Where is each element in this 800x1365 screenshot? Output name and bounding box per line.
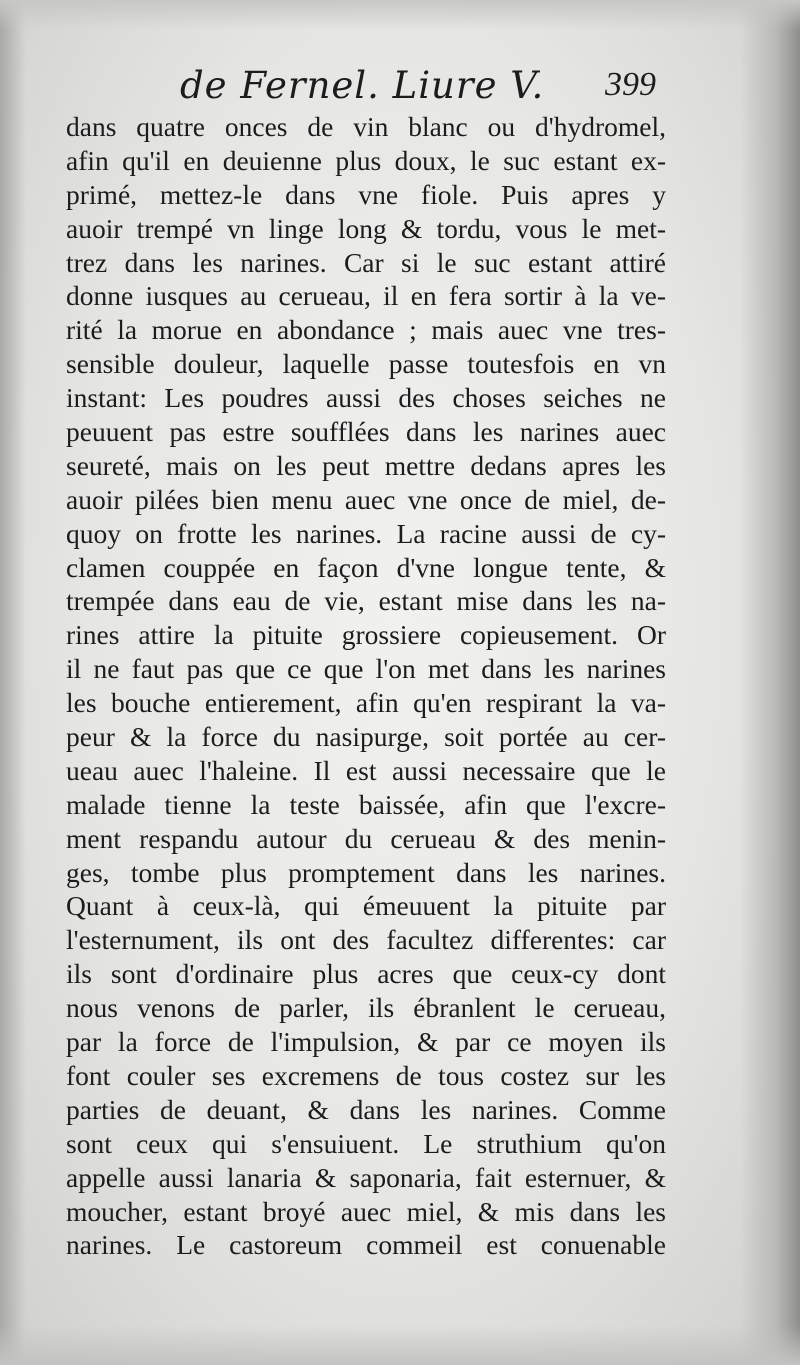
text-line: ueau auec l'haleine. Il est aussi necessaire que le xyxy=(66,754,666,786)
text-line: les bouche entierement, afin qu'en respirant la va- xyxy=(66,687,666,719)
page-bottom-shadow xyxy=(0,1325,800,1365)
text-line: ges, tombe plus promptement dans les narines. xyxy=(66,856,666,888)
text-line: ils sont d'ordinaire plus acres que ceux-cy dont xyxy=(66,958,666,990)
text-line: sensible douleur, laquelle passe toutesfois en vn xyxy=(66,348,666,380)
text-line: afin qu'il en deuienne plus doux, le suc estant ex- xyxy=(66,144,666,176)
text-line: ment respandu autour du cerueau & des menin- xyxy=(66,822,666,854)
page-edge-shadow xyxy=(740,0,800,1365)
running-head: de Fernel. Liure V. xyxy=(180,64,545,107)
text-line: auoir pilées bien menu auec vne once de miel, de- xyxy=(66,483,666,515)
text-line: quoy on frotte les narines. La racine aussi de cy- xyxy=(66,517,666,549)
text-line: narines. Le castoreum commeil est conuenable xyxy=(66,1229,666,1261)
text-line: appelle aussi lanaria & saponaria, fait esternuer, & xyxy=(66,1161,666,1193)
text-line: peur & la force du nasipurge, soit portée au cer- xyxy=(66,721,666,753)
text-line: l'esternument, ils ont des facultez differentes: car xyxy=(66,924,666,956)
text-line: auoir trempé vn linge long & tordu, vous le met- xyxy=(66,212,666,244)
text-line: clamen couppée en façon d'vne longue tente, & xyxy=(66,551,666,583)
text-line: rines attire la pituite grossiere copieusement. Or xyxy=(66,619,666,651)
text-line: instant: Les poudres aussi des choses seiches ne xyxy=(66,382,666,414)
text-line: moucher, estant broyé auec miel, & mis dans les xyxy=(66,1195,666,1227)
text-line: seureté, mais on les peut mettre dedans apres les xyxy=(66,449,666,481)
text-line: trempée dans eau de vie, estant mise dans les na- xyxy=(66,585,666,617)
text-line: font couler ses excremens de tous costez sur les xyxy=(66,1059,666,1091)
page-number: 399 xyxy=(605,66,656,103)
text-line: sont ceux qui s'ensuiuent. Le struthium qu'on xyxy=(66,1127,666,1159)
text-line: parties de deuant, & dans les narines. Comme xyxy=(66,1093,666,1125)
text-line: par la force de l'impulsion, & par ce moyen ils xyxy=(66,1026,666,1058)
text-line: Quant à ceux-là, qui émeuuent la pituite par xyxy=(66,890,666,922)
text-line: malade tienne la teste baissée, afin que l'excre- xyxy=(66,788,666,820)
text-line: dans quatre onces de vin blanc ou d'hydromel, xyxy=(66,111,666,142)
body-text xyxy=(66,110,666,1262)
text-line: primé, mettez-le dans vne fiole. Puis apres y xyxy=(66,178,666,210)
page-top-shadow xyxy=(0,0,800,30)
text-line: nous venons de parler, ils ébranlent le cerueau, xyxy=(66,992,666,1024)
text-line: peuuent pas estre soufflées dans les narines auec xyxy=(66,416,666,448)
page-header xyxy=(180,64,670,114)
text-line: donne iusques au cerueau, il en fera sortir à la ve- xyxy=(66,280,666,312)
text-line: trez dans les narines. Car si le suc estant attiré xyxy=(66,246,666,278)
text-line: rité la morue en abondance ; mais auec vne tres- xyxy=(66,314,666,346)
text-line: il ne faut pas que ce que l'on met dans les narines xyxy=(66,653,666,685)
page-gutter-shadow xyxy=(0,0,26,1365)
